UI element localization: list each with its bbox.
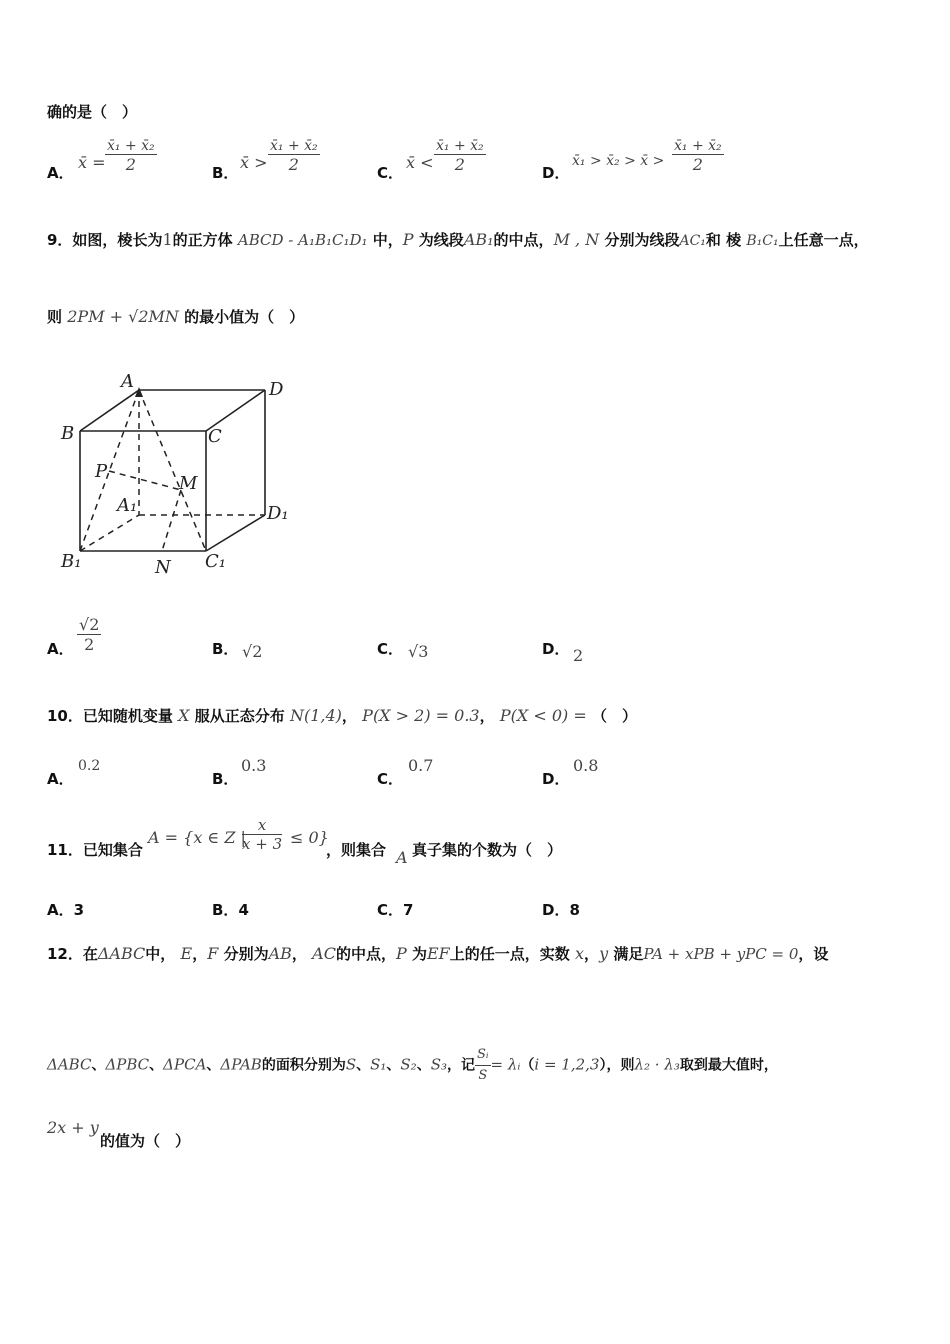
q11-option-c-value: 7 — [403, 901, 414, 919]
q12-line1 — [47, 944, 828, 964]
q12-text-in: 12．在 — [47, 945, 98, 963]
q8-option-a-den: 2 — [125, 155, 136, 174]
q11-option-d-value: 8 — [569, 901, 580, 919]
q12-line2 — [47, 1045, 778, 1086]
q11-option-a — [47, 899, 84, 920]
q12-text-zhong: 中， — [145, 945, 176, 963]
q12-s: S — [345, 1055, 357, 1074]
q11-set-num: x — [242, 816, 282, 835]
segment-pm — [109, 471, 181, 490]
q9-text-segment: 为线段 — [418, 231, 464, 249]
q8-option-d-frac — [672, 138, 724, 174]
q9-text-respectively: 分别为线段 — [604, 231, 680, 249]
q9-point-p: P — [402, 230, 414, 249]
q10-variable-x: X — [178, 706, 190, 725]
label-m: M — [179, 473, 198, 494]
q11-set-den: x + 3 — [242, 835, 283, 853]
q9-text-min: 的最小值为（ ） — [184, 308, 305, 326]
q9-text-and-edge: 和 棱 — [705, 231, 742, 249]
q12-text-max: 取到最大值时， — [679, 1057, 778, 1074]
q12-area-pbc: ΔPBC — [105, 1055, 150, 1074]
q12-text-is: 为 — [411, 945, 427, 963]
q12-text-respectively: 分别为 — [223, 945, 269, 963]
q8-option-c-num: x̄₁ + x̄₂ — [436, 138, 484, 154]
label-a1: A₁ — [117, 495, 138, 516]
q8-stem-tail: 确的是（ ） — [47, 103, 138, 121]
q9-option-d-value: 2 — [573, 646, 584, 665]
q9-option-b-value: √2 — [242, 642, 263, 661]
q9-expression: 2PM + √2MN — [67, 307, 179, 326]
q11-set-right: ≤ 0} — [290, 828, 329, 847]
q10-option-a-label: A． — [47, 770, 74, 788]
q8-option-b-den: 2 — [288, 155, 299, 174]
q11-option-c — [377, 899, 413, 920]
q11-option-b-value: 4 — [238, 901, 249, 919]
segment-ac1 — [139, 390, 206, 551]
q9-line1 — [47, 230, 869, 251]
segment-mn — [162, 490, 181, 551]
q9-segment-ac1: AC₁ — [679, 233, 706, 249]
q12-area-abc: ΔABC — [47, 1055, 92, 1074]
q12-expression: 2x + y — [47, 1118, 99, 1137]
q9-edge-b1c1: B₁C₁ — [746, 233, 779, 249]
q12-sep-3: 、 — [206, 1057, 221, 1074]
q9-number-text: 9．如图，棱长为 — [47, 231, 163, 249]
q11-option-a-value: 3 — [73, 901, 85, 919]
q12-ratio-lambda: = λᵢ — [490, 1055, 521, 1074]
q12-text-let: ，设 — [798, 945, 829, 963]
q9-line2 — [47, 307, 304, 327]
q12-sep-5: 、 — [386, 1057, 401, 1074]
q12-text-denote: ，记 — [447, 1057, 475, 1074]
q8-option-d-num: x̄₁ + x̄₂ — [674, 138, 722, 154]
q8-option-c-frac — [434, 138, 486, 174]
q10-comma-2: ， — [479, 707, 495, 725]
q8-option-c-label: C． — [377, 164, 404, 182]
label-a: A — [121, 371, 134, 392]
label-c1: C₁ — [205, 551, 226, 572]
q10-option-c-label: C． — [377, 770, 404, 788]
q10-prob-given: P(X > 2) = 0.3 — [362, 706, 480, 725]
q11-stem-tail: 真子集的个数为（ ） — [412, 841, 563, 859]
q10-stem — [47, 706, 637, 726]
q12-comma-1: ， — [192, 945, 208, 963]
q8-option-b-num: x̄₁ + x̄₂ — [270, 138, 318, 154]
q10-option-b-value: 0.3 — [241, 756, 267, 775]
q10-option-d-value: 0.8 — [573, 756, 599, 775]
label-c: C — [208, 426, 222, 447]
q10-option-d-label: D． — [542, 770, 570, 788]
q9-option-a-label: A． — [47, 640, 74, 658]
q12-area-pca: ΔPCA — [163, 1055, 207, 1074]
q9-option-b-label: B． — [212, 640, 239, 658]
q12-text-midpoints: 的中点， — [335, 945, 396, 963]
edge-ba — [80, 390, 139, 431]
q11-option-d — [542, 899, 580, 920]
q12-vector-eq: PA + xPB + yPC = 0 — [643, 945, 799, 963]
q11-option-a-label: A． — [47, 901, 74, 919]
q12-point-f: F — [207, 944, 219, 963]
label-d1: D₁ — [267, 503, 289, 524]
q12-paren-open: （ — [520, 1057, 535, 1074]
q10-option-c-value: 0.7 — [408, 756, 434, 775]
q8-option-a-num: x̄₁ + x̄₂ — [107, 138, 155, 154]
q9-cube-name: ABCD - A₁B₁C₁D₁ — [237, 231, 368, 249]
q12-comma-3: ， — [584, 945, 600, 963]
q8-option-b-label: B． — [212, 164, 239, 182]
q12-ratio-frac — [475, 1045, 491, 1086]
q8-option-a-label: A． — [47, 164, 74, 182]
label-b1: B₁ — [61, 551, 82, 572]
q9-text-then: 则 — [47, 308, 63, 326]
q9-edge-length: 1 — [162, 230, 173, 249]
q12-text-value: 的值为（ ） — [100, 1132, 191, 1150]
q9-option-a-den: 2 — [84, 635, 95, 654]
q12-point-e: E — [180, 944, 193, 963]
edge-b1a1 — [80, 515, 139, 551]
q12-text-any-point: 上的任一点，实数 — [449, 945, 570, 963]
q8-option-b-left: x̄ > — [240, 153, 268, 172]
q10-normal-dist: N(1,4) — [289, 706, 342, 725]
q12-sep-6: 、 — [416, 1057, 431, 1074]
q12-text-areas: 的面积分别为 — [261, 1057, 346, 1074]
q12-lambda-product: λ₂ · λ₃ — [634, 1055, 680, 1074]
q12-side-ac: AC — [312, 944, 336, 963]
q12-s2: S₂ — [400, 1055, 417, 1074]
q10-prob-asked: P(X < 0) = — [499, 706, 587, 725]
q8-option-c-left: x̄ < — [406, 153, 434, 172]
q10-option-a-value: 0.2 — [78, 758, 101, 774]
q10-option-b-label: B． — [212, 770, 239, 788]
q9-text-midpoint: 的中点， — [493, 231, 554, 249]
q11-set-name: A — [396, 848, 408, 867]
q12-segment-ef: EF — [426, 944, 450, 963]
label-p: P — [95, 461, 108, 482]
q9-text-any-point: 上任意一点， — [778, 231, 869, 249]
q11-option-b-label: B． — [212, 901, 239, 919]
q12-text-then: ），则 — [599, 1057, 635, 1074]
q12-area-pab: ΔPAB — [220, 1055, 262, 1074]
edge-cd — [206, 390, 265, 431]
q9-text-zhong: 中， — [372, 231, 403, 249]
q11-option-d-label: D． — [542, 901, 570, 919]
q12-s1: S₁ — [370, 1055, 387, 1074]
q12-sep-2: 、 — [149, 1057, 164, 1074]
label-b: B — [61, 423, 75, 444]
q12-triangle-abc: ΔABC — [97, 944, 146, 963]
q11-stem-mid: ，则集合 — [326, 841, 387, 859]
q11-stem-prefix: 11．已知集合 — [47, 841, 143, 859]
q9-cube-figure — [55, 365, 305, 580]
q9-option-c-value: √3 — [408, 642, 429, 661]
q9-text-cube: 的正方体 — [172, 231, 233, 249]
q10-text-follows: 服从正态分布 — [194, 707, 285, 725]
q11-option-c-label: C． — [377, 901, 404, 919]
label-d: D — [269, 379, 284, 400]
q11-option-b — [212, 899, 249, 920]
q12-comma-2: ， — [291, 945, 307, 963]
q12-ratio-den: S — [478, 1068, 488, 1083]
q9-option-c-label: C． — [377, 640, 404, 658]
q8-option-b-frac — [268, 138, 320, 174]
q12-var-y: y — [599, 944, 609, 963]
q9-segment-ab1: AB₁ — [463, 230, 494, 249]
q8-option-a-left: x̄ = — [78, 153, 106, 172]
q8-option-d-den: 2 — [692, 155, 703, 174]
q10-paren: （ ） — [591, 707, 637, 725]
q12-var-x: x — [575, 944, 585, 963]
q12-index-range: i = 1,2,3 — [534, 1055, 600, 1074]
q12-text-satisfy: 满足 — [613, 945, 644, 963]
q12-sep-1: 、 — [91, 1057, 106, 1074]
q9-option-a-value — [77, 615, 101, 654]
q12-s3: S₃ — [430, 1055, 447, 1074]
q12-sep-4: 、 — [356, 1057, 371, 1074]
q9-option-a-num: √2 — [79, 615, 100, 634]
q8-option-d-label: D． — [542, 164, 570, 182]
q8-option-a-frac — [105, 138, 157, 174]
label-n: N — [155, 557, 171, 578]
q8-option-d-left: x̄₁ > x̄₂ > x̄ > — [572, 153, 665, 169]
q12-ratio-num: Sᵢ — [475, 1045, 491, 1066]
q9-option-d-label: D． — [542, 640, 570, 658]
q12-point-p: P — [395, 944, 407, 963]
q11-set-frac — [242, 816, 282, 853]
q10-comma-1: ， — [341, 707, 357, 725]
q12-side-ab: AB — [268, 944, 292, 963]
q9-points-mn: M , N — [553, 230, 600, 249]
q8-option-c-den: 2 — [454, 155, 465, 174]
edge-c1d1 — [206, 515, 265, 551]
q10-text-prefix: 10．已知随机变量 — [47, 707, 173, 725]
q11-set-left: A = {x ∈ Z | — [148, 828, 246, 847]
